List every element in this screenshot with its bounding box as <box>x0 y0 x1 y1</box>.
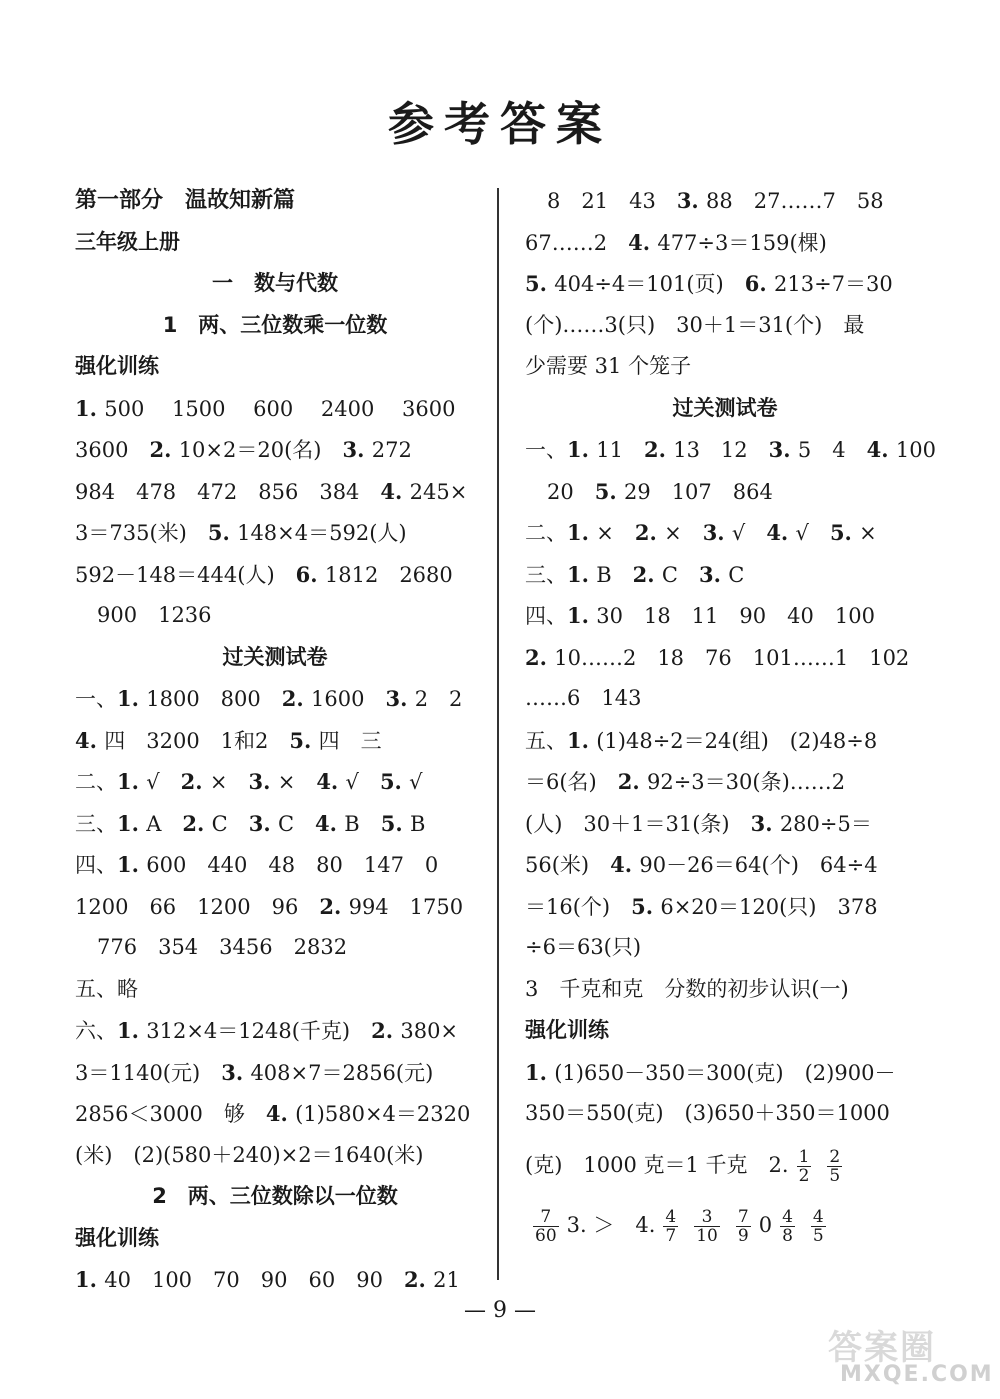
question-number: 3. <box>221 1059 251 1085</box>
fraction-numerator: 4 <box>665 1206 677 1227</box>
question-number: 4. <box>610 852 640 877</box>
question-number: 2. <box>149 437 179 462</box>
fraction-denominator: 9 <box>737 1225 749 1246</box>
answer-line: 2 两、三位数除以一位数 <box>152 1184 398 1208</box>
right-column <box>525 180 936 1255</box>
answer-line: 一、1. 11 2. 13 12 3. 5 4 4. 100 <box>525 437 936 462</box>
answer-line: 二、1. × 2. × 3. √ 4. √ 5. × <box>525 520 877 545</box>
question-number: 3. <box>768 437 798 462</box>
answer-line: 2. 10……2 18 76 101……1 102 <box>525 644 910 670</box>
question-number: 2. <box>634 520 665 545</box>
page-number: — 9 — <box>464 1298 536 1323</box>
question-number: 2. <box>643 437 674 462</box>
fraction <box>811 1208 826 1245</box>
fraction <box>797 1148 812 1185</box>
answer-line: 五、略 <box>75 976 138 1001</box>
fraction <box>780 1208 795 1245</box>
question-number: 3. <box>676 188 707 213</box>
answer-line: 过关测试卷 <box>672 395 778 420</box>
question-number: 1. <box>117 852 147 877</box>
question-number: 5. <box>829 520 860 545</box>
answer-line: ＝16(个) 5. 6×20＝120(只) 378 <box>525 893 878 919</box>
answer-line: 1. 500 1500 600 2400 3600 <box>75 395 456 421</box>
answer-line: 三、1. B 2. C 3. C <box>525 561 745 587</box>
fraction-denominator: 2 <box>798 1165 810 1186</box>
answer-line-fractions <box>525 1135 925 1195</box>
answer-line: 8 21 43 3. 88 27……7 58 <box>547 188 884 213</box>
watermark-text: 答案圈 <box>828 1328 936 1368</box>
fraction-numerator: 4 <box>782 1206 793 1227</box>
answer-line: 强化训练 <box>75 354 159 378</box>
answer-line: 四、1. 30 18 11 90 40 100 <box>525 603 875 628</box>
answer-line: ÷6＝63(只) <box>525 935 642 959</box>
question-number: 1. <box>75 395 105 421</box>
answer-line: 第一部分 温故知新篇 <box>75 188 296 213</box>
fraction-denominator: 7 <box>665 1225 677 1246</box>
fraction-denominator: 5 <box>812 1225 824 1246</box>
answer-line: 1. 40 100 70 90 60 90 2. 21 <box>75 1267 460 1292</box>
answer-line: 1200 66 1200 96 2. 994 1750 <box>75 893 464 919</box>
answer-line: 三年级上册 <box>75 229 180 254</box>
question-number: 1. <box>567 561 597 587</box>
answer-line: 过关测试卷 <box>222 644 328 669</box>
fraction <box>694 1208 720 1245</box>
answer-line: 3＝735(米) 5. 148×4＝592(人) <box>75 520 407 545</box>
question-number: 1. <box>525 1059 555 1085</box>
question-number: 2. <box>525 644 555 670</box>
answer-line: 3 千克和克 分数的初步认识(一) <box>525 976 849 1001</box>
question-number: 4. <box>75 727 105 753</box>
question-number: 4. <box>866 437 896 462</box>
fraction-numerator: 7 <box>533 1208 559 1227</box>
fraction-numerator: 4 <box>812 1206 824 1227</box>
question-number: 3. <box>698 561 729 587</box>
question-number: 1. <box>567 520 597 545</box>
watermark-logo <box>820 1320 994 1390</box>
answer-line: 3＝1140(元) 3. 408×7＝2856(元) <box>75 1059 434 1085</box>
question-number: 5. <box>380 810 410 836</box>
question-number: 1. <box>117 769 147 794</box>
fraction-denominator: 5 <box>829 1165 841 1186</box>
answer-line: 776 354 3456 2832 <box>97 935 348 959</box>
question-number: 1. <box>75 1267 105 1292</box>
answer-line: 少需要 31 个笼子 <box>525 354 692 378</box>
question-number: 1. <box>117 686 147 711</box>
answer-line: 900 1236 <box>97 603 212 627</box>
answer-line: (米) (2)(580＋240)×2＝1640(米) <box>75 1142 424 1167</box>
answer-line: (人) 30＋1＝31(条) 3. 280÷5＝ <box>525 810 872 836</box>
answer-line: 5. 404÷4＝101(页) 6. 213÷7＝30 <box>525 271 893 296</box>
question-number: 3. <box>385 686 415 711</box>
watermark-url: MXQE.COM <box>840 1362 994 1387</box>
fraction <box>533 1208 559 1245</box>
column-divider <box>497 188 499 1280</box>
answer-line: 4. 四 3200 1和2 5. 四 三 <box>75 727 382 753</box>
question-number: 3. <box>248 769 278 794</box>
answer-text: 3. ＞ 4. <box>566 1212 656 1237</box>
answer-line-fractions <box>525 1195 925 1255</box>
question-number: 4. <box>766 520 796 545</box>
question-number: 4. <box>316 769 346 794</box>
fraction-denominator: 60 <box>535 1225 557 1246</box>
answer-line: 五、1. (1)48÷2＝24(组) (2)48÷8 <box>525 727 878 753</box>
question-number: 2. <box>632 561 662 587</box>
answer-line: 一、1. 1800 800 2. 1600 3. 2 2 <box>75 686 463 711</box>
question-number: 3. <box>750 810 780 836</box>
question-number: 4. <box>380 478 410 504</box>
answer-line: 984 478 472 856 384 4. 245× <box>75 478 468 504</box>
question-number: 2. <box>371 1018 401 1043</box>
answer-line: 592－148＝444(人) 6. 1812 2680 <box>75 561 453 587</box>
answer-line: 20 5. 29 107 864 <box>547 478 773 504</box>
fraction <box>663 1208 678 1245</box>
answer-line: 56(米) 4. 90－26＝64(个) 64÷4 <box>525 852 878 877</box>
fraction <box>736 1208 751 1245</box>
answer-line: (个)……3(只) 30＋1＝31(个) 最 <box>525 312 865 337</box>
answer-line: 二、1. √ 2. × 3. × 4. √ 5. √ <box>75 769 423 794</box>
left-column <box>75 180 475 1301</box>
fraction-denominator: 8 <box>782 1225 793 1246</box>
answer-line: 3600 2. 10×2＝20(名) 3. 272 <box>75 437 412 462</box>
question-number: 3. <box>342 437 372 462</box>
question-number: 6. <box>744 271 774 296</box>
answer-line: 六、1. 312×4＝1248(千克) 2. 380× <box>75 1018 459 1043</box>
answer-line: 强化训练 <box>75 1225 159 1250</box>
question-number: 4. <box>628 229 658 255</box>
fraction <box>827 1148 842 1185</box>
question-number: 2. <box>403 1267 434 1292</box>
question-number: 2. <box>319 893 349 919</box>
answer-line: 67……2 4. 477÷3＝159(棵) <box>525 229 827 255</box>
question-number: 2. <box>180 769 210 794</box>
answer-line: 350＝550(克) (3)650＋350＝1000 <box>525 1101 890 1125</box>
question-number: 4. <box>315 810 345 836</box>
question-number: 1. <box>567 437 597 462</box>
fraction-denominator: 10 <box>696 1225 718 1246</box>
page-title: 参考答案 <box>388 97 612 151</box>
answer-line: 1 两、三位数乘一位数 <box>162 312 388 337</box>
answer-line: 强化训练 <box>525 1018 609 1042</box>
answer-line: ＝6(名) 2. 92÷3＝30(条)……2 <box>525 769 846 794</box>
question-number: 5. <box>289 727 319 753</box>
question-number: 1. <box>567 603 597 628</box>
question-number: 2. <box>281 686 311 711</box>
answer-text: (克) 1000 克＝1 千克 2. <box>525 1152 789 1177</box>
answer-line: 1. (1)650－350＝300(克) (2)900－ <box>525 1059 896 1085</box>
question-number: 4. <box>265 1101 296 1126</box>
question-number: 1. <box>117 810 147 836</box>
question-number: 1. <box>117 1018 147 1043</box>
question-number: 6. <box>295 561 325 587</box>
fraction-numerator: 7 <box>737 1206 749 1227</box>
answer-line: ……6 143 <box>525 686 642 710</box>
answer-line: 四、1. 600 440 48 80 147 0 <box>75 852 439 877</box>
question-number: 5. <box>379 769 410 794</box>
fraction-numerator: 1 <box>798 1146 810 1167</box>
answer-text: 0 <box>758 1212 773 1237</box>
fraction-numerator: 3 <box>694 1208 720 1227</box>
question-number: 5. <box>525 271 555 296</box>
question-number: 5. <box>594 478 624 504</box>
question-number: 3. <box>702 520 732 545</box>
question-number: 1. <box>567 727 597 753</box>
question-number: 5. <box>207 520 238 545</box>
question-number: 2. <box>182 810 212 836</box>
answer-line: 一 数与代数 <box>212 271 338 295</box>
question-number: 5. <box>631 893 661 919</box>
answer-line: 三、1. A 2. C 3. C 4. B 5. B <box>75 810 426 836</box>
question-number: 2. <box>617 769 647 794</box>
question-number: 3. <box>248 810 278 836</box>
fraction-numerator: 2 <box>829 1146 841 1167</box>
answer-line: 2856＜3000 够 4. (1)580×4＝2320 <box>75 1101 471 1126</box>
